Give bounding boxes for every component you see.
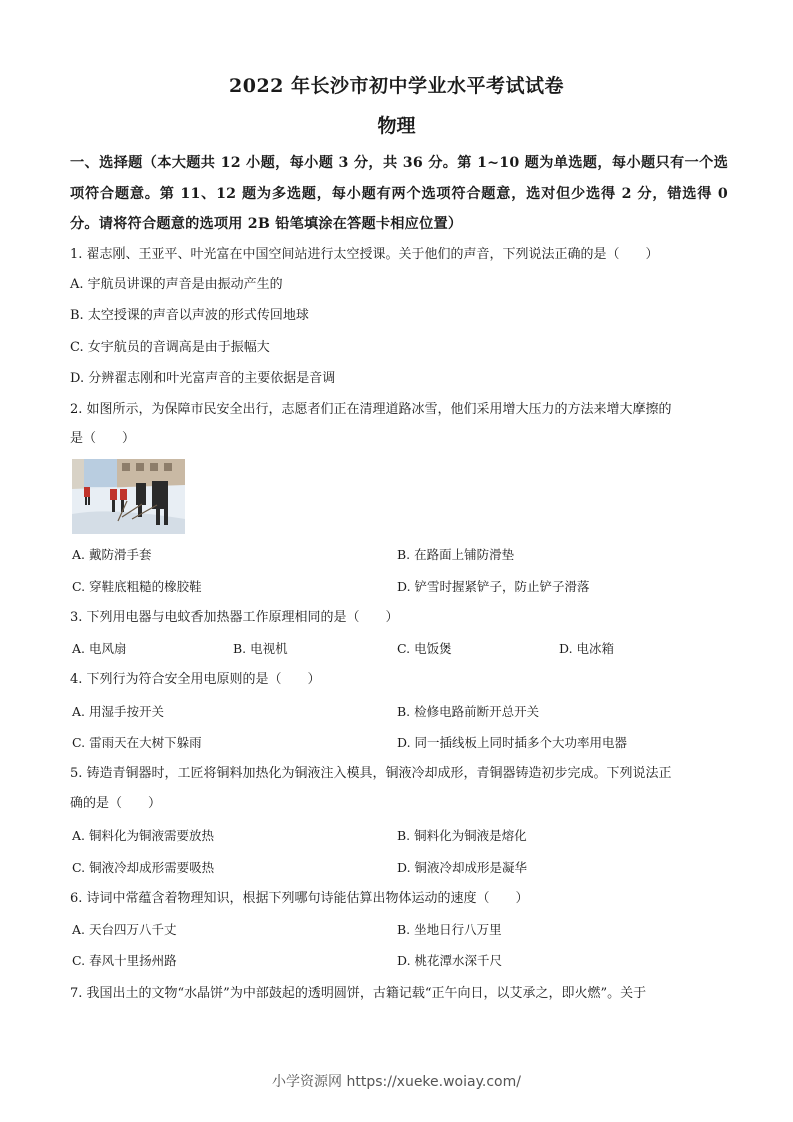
question-6-option-b: B. 坐地日行八万里 <box>397 922 502 937</box>
question-6-option-c: C. 春风十里扬州路 <box>72 953 177 968</box>
question-4-option-a: A. 用湿手按开关 <box>72 704 164 719</box>
question-1-option-a: A. 宇航员讲课的声音是由振动产生的 <box>70 277 283 292</box>
section-instructions: 一、选择题（本大题共 12 小题，每小题 3 分，共 36 分。第 1~10 题为单选题，每小题只有一个选项符合题意。第 11、12 题为多选题，每小题有两个选项符合题意，选对但少选得 2 分，错选得 0 分。请将符合题意的选项用 2B 铅笔填涂在答题卡相应位置） <box>70 155 728 232</box>
question-4-option-d: D. 同一插线板上同时插多个大功率用电器 <box>397 735 628 750</box>
question-3-option-b: B. 电视机 <box>233 641 288 656</box>
question-5-option-c: C. 铜液冷却成形需要吸热 <box>72 860 215 875</box>
question-2-stem-line2: 是（ ） <box>70 431 136 446</box>
question-1-option-b: B. 太空授课的声音以声波的形式传回地球 <box>70 308 309 323</box>
question-3-option-d: D. 电冰箱 <box>559 641 615 656</box>
question-3-stem: 3. 下列用电器与电蚊香加热器工作原理相同的是（ ） <box>70 610 399 625</box>
question-2-option-a: A. 戴防滑手套 <box>72 547 152 562</box>
question-5-stem-line2: 确的是（ ） <box>70 796 162 811</box>
question-2-option-b: B. 在路面上铺防滑垫 <box>397 547 515 562</box>
question-6-stem: 6. 诗词中常蕴含着物理知识，根据下列哪句诗能估算出物体运动的速度（ ） <box>70 891 529 906</box>
snow-clearing-image-icon <box>72 459 185 534</box>
question-6-option-d: D. 桃花潭水深千尺 <box>397 953 503 968</box>
question-2-stem-line1: 2. 如图所示，为保障市民安全出行，志愿者们正在清理道路冰雪，他们采用增大压力的方法来增大摩擦的 <box>70 402 672 417</box>
question-1-option-c: C. 女宇航员的音调高是由于振幅大 <box>70 340 270 355</box>
question-5-option-d: D. 铜液冷却成形是凝华 <box>397 860 528 875</box>
question-3-option-c: C. 电饭煲 <box>397 641 452 656</box>
question-5-option-b: B. 铜料化为铜液是熔化 <box>397 828 527 843</box>
question-4-option-c: C. 雷雨天在大树下躲雨 <box>72 735 202 750</box>
question-2-option-c: C. 穿鞋底粗糙的橡胶鞋 <box>72 579 202 594</box>
question-3-option-a: A. 电风扇 <box>72 641 127 656</box>
exam-subject: 物理 <box>377 115 416 137</box>
question-5-stem-line1: 5. 铸造青铜器时，工匠将铜料加热化为铜液注入模具，铜液冷却成形，青铜器铸造初步完成。下列说法正 <box>70 766 672 781</box>
question-4-stem: 4. 下列行为符合安全用电原则的是（ ） <box>70 672 321 687</box>
watermark-footer: 小学资源网 https://xueke.woiay.com/ <box>272 1074 521 1090</box>
question-1-stem: 1. 翟志刚、王亚平、叶光富在中国空间站进行太空授课。关于他们的声音，下列说法正确的是（ ） <box>70 247 659 262</box>
question-2-option-d: D. 铲雪时握紧铲子，防止铲子滑落 <box>397 579 590 594</box>
question-4-option-b: B. 检修电路前断开总开关 <box>397 704 540 719</box>
question-5-option-a: A. 铜料化为铜液需要放热 <box>72 828 214 843</box>
question-7-stem: 7. 我国出土的文物“水晶饼”为中部鼓起的透明圆饼，古籍记载“正午向日，以艾承之，即火燃”。关于 <box>70 986 647 1001</box>
question-6-option-a: A. 天台四万八千丈 <box>72 922 177 937</box>
question-1-option-d: D. 分辨翟志刚和叶光富声音的主要依据是音调 <box>70 371 336 386</box>
snow-clearing-photo <box>72 459 185 534</box>
exam-title: 2022 年长沙市初中学业水平考试试卷 <box>229 75 564 97</box>
